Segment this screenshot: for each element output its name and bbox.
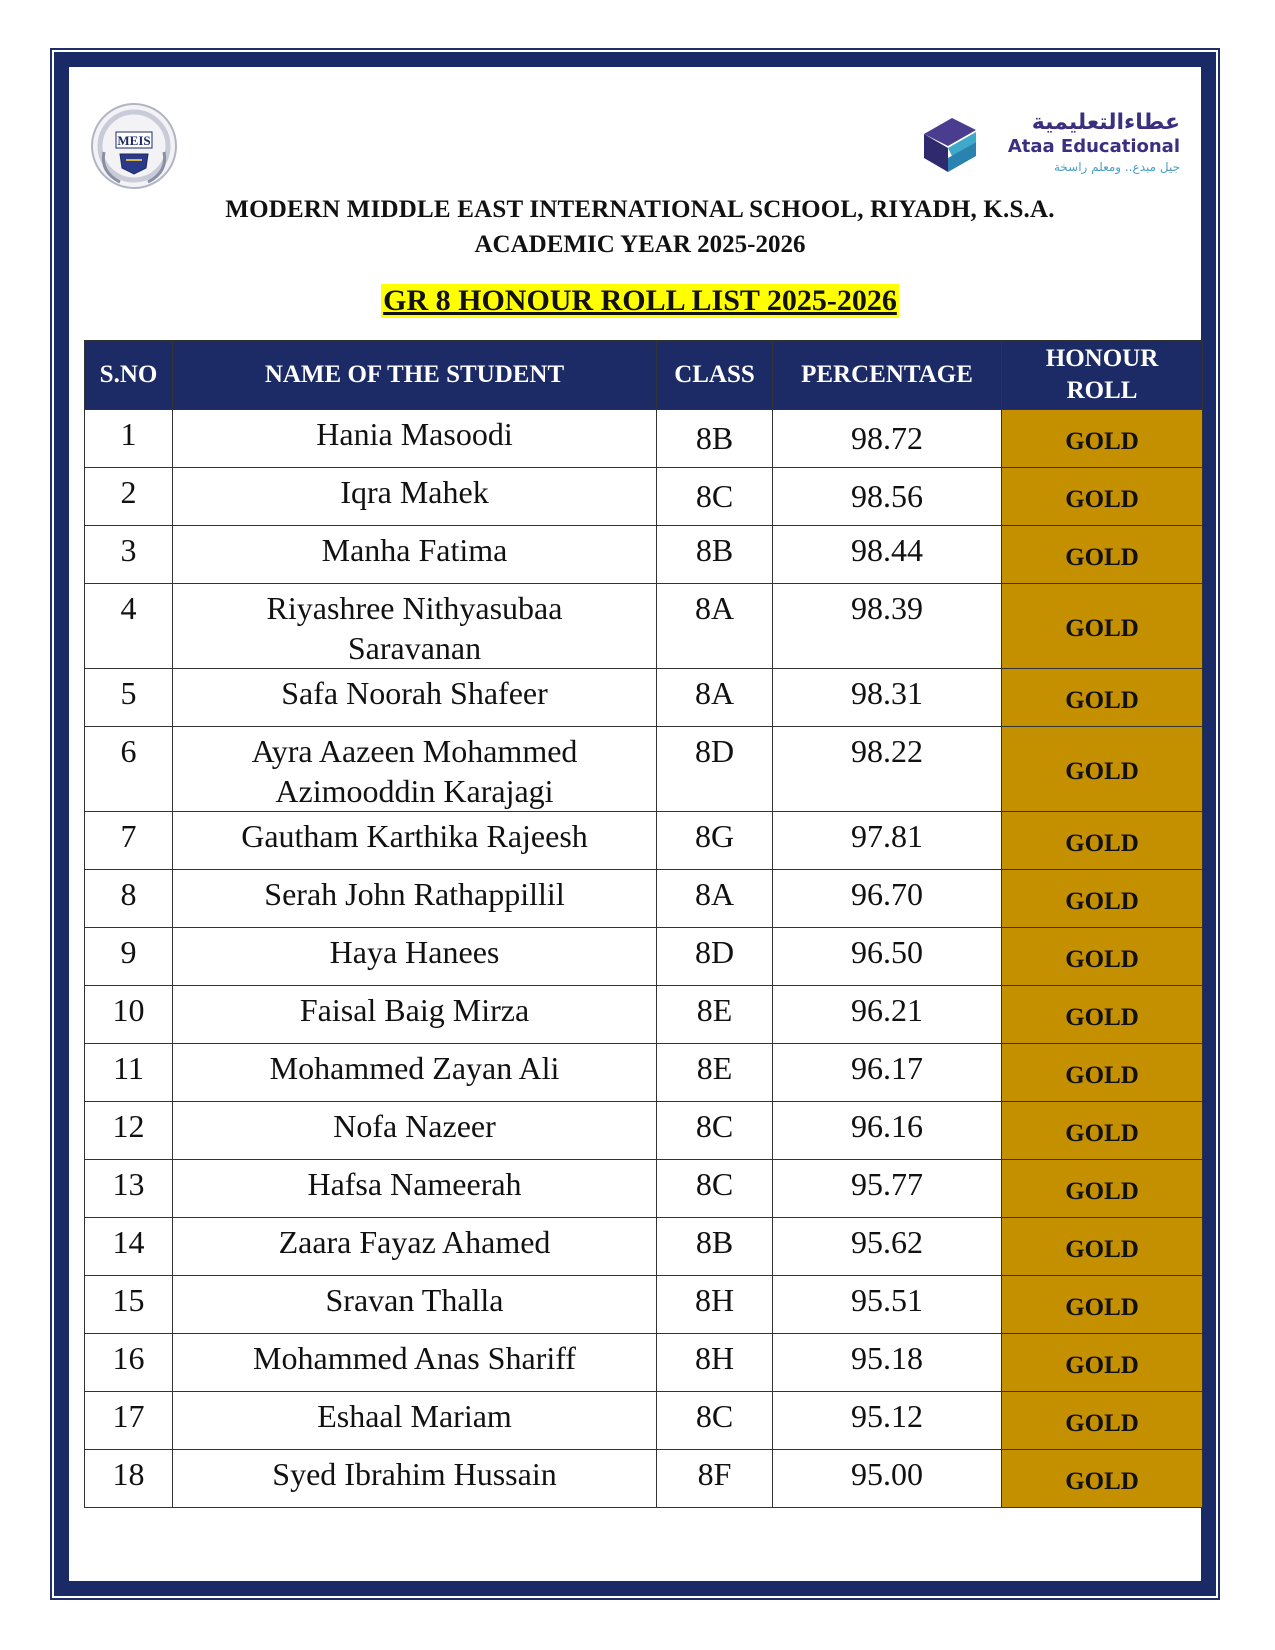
cell-sno: 3	[85, 526, 173, 584]
cell-class: 8C	[657, 1392, 773, 1450]
table-row	[85, 928, 1203, 986]
cell-class: 8B	[657, 1218, 773, 1276]
table-row	[85, 1044, 1203, 1102]
cell-class: 8F	[657, 1450, 773, 1508]
cell-honour-badge: GOLD	[1002, 669, 1203, 727]
cell-honour-badge: GOLD	[1002, 1276, 1203, 1334]
cell-percentage: 95.00	[773, 1450, 1002, 1508]
svg-text:MEIS: MEIS	[117, 133, 151, 148]
table-row	[85, 1392, 1203, 1450]
table-row	[85, 410, 1203, 468]
academic-year: ACADEMIC YEAR 2025-2026	[474, 231, 806, 258]
ataa-arabic-tagline: جيل مبدع.. ومعلم راسخة	[1053, 160, 1180, 174]
cell-honour-badge: GOLD	[1002, 1160, 1203, 1218]
cell-class: 8H	[657, 1334, 773, 1392]
cell-honour-badge: GOLD	[1002, 1334, 1203, 1392]
cell-name: Hania Masoodi	[173, 410, 657, 468]
cell-sno: 7	[85, 812, 173, 870]
cell-percentage: 96.70	[773, 870, 1002, 928]
table-row	[85, 1450, 1203, 1508]
column-header-sno: S.NO	[85, 341, 173, 410]
cell-name: Mohammed Zayan Ali	[173, 1044, 657, 1102]
cell-sno: 2	[85, 468, 173, 526]
cell-percentage: 98.56	[773, 468, 1002, 526]
cell-percentage: 98.72	[773, 410, 1002, 468]
cell-name: Gautham Karthika Rajeesh	[173, 812, 657, 870]
column-header-honour-roll-label: HONOUR ROLL	[1045, 345, 1159, 404]
cell-sno: 18	[85, 1450, 173, 1508]
cell-sno: 8	[85, 870, 173, 928]
cell-class: 8D	[657, 928, 773, 986]
table-row	[85, 870, 1203, 928]
cell-name: Faisal Baig Mirza	[173, 986, 657, 1044]
cell-honour-badge: GOLD	[1002, 584, 1203, 669]
ataa-english-name: Ataa Educational	[1007, 136, 1180, 157]
cell-name: Hafsa Nameerah	[173, 1160, 657, 1218]
table-row	[85, 1334, 1203, 1392]
cell-name: Iqra Mahek	[173, 468, 657, 526]
cell-honour-badge: GOLD	[1002, 986, 1203, 1044]
cell-sno: 4	[85, 584, 173, 669]
cell-class: 8A	[657, 584, 773, 669]
cell-sno: 17	[85, 1392, 173, 1450]
cell-percentage: 95.77	[773, 1160, 1002, 1218]
table-row	[85, 1160, 1203, 1218]
table-body	[85, 410, 1203, 1508]
ataa-educational-logo	[918, 110, 1178, 186]
cell-sno: 15	[85, 1276, 173, 1334]
cell-name: Serah John Rathappillil	[173, 870, 657, 928]
cell-percentage: 95.62	[773, 1218, 1002, 1276]
school-name: MODERN MIDDLE EAST INTERNATIONAL SCHOOL, RIYADH, K.S.A.	[225, 196, 1055, 223]
cell-honour-badge: GOLD	[1002, 468, 1203, 526]
column-header-name: NAME OF THE STUDENT	[173, 341, 657, 410]
cell-percentage: 97.81	[773, 812, 1002, 870]
table-row	[85, 1218, 1203, 1276]
cell-percentage: 95.51	[773, 1276, 1002, 1334]
table-row	[85, 669, 1203, 727]
cell-sno: 14	[85, 1218, 173, 1276]
cell-class: 8E	[657, 986, 773, 1044]
list-title-container	[80, 284, 1200, 318]
cell-honour-badge: GOLD	[1002, 1102, 1203, 1160]
cell-name: Mohammed Anas Shariff	[173, 1334, 657, 1392]
cell-honour-badge: GOLD	[1002, 410, 1203, 468]
cell-class: 8C	[657, 1160, 773, 1218]
cell-honour-badge: GOLD	[1002, 1044, 1203, 1102]
cell-class: 8C	[657, 1102, 773, 1160]
cell-sno: 16	[85, 1334, 173, 1392]
cell-sno: 5	[85, 669, 173, 727]
table-row	[85, 584, 1203, 669]
cell-percentage: 96.50	[773, 928, 1002, 986]
cell-percentage: 95.18	[773, 1334, 1002, 1392]
cell-percentage: 98.39	[773, 584, 1002, 669]
cell-sno: 11	[85, 1044, 173, 1102]
cell-class: 8B	[657, 526, 773, 584]
cell-name: Safa Noorah Shafeer	[173, 669, 657, 727]
cell-name: Eshaal Mariam	[173, 1392, 657, 1450]
cell-honour-badge: GOLD	[1002, 1218, 1203, 1276]
table-row	[85, 1276, 1203, 1334]
cell-name: Syed Ibrahim Hussain	[173, 1450, 657, 1508]
cell-honour-badge: GOLD	[1002, 870, 1203, 928]
cell-name: Nofa Nazeer	[173, 1102, 657, 1160]
column-header-honour-roll	[1002, 341, 1203, 410]
cell-class: 8C	[657, 468, 773, 526]
cell-sno: 1	[85, 410, 173, 468]
cell-class: 8H	[657, 1276, 773, 1334]
mejis-school-crest-icon	[90, 102, 178, 190]
cell-percentage: 96.16	[773, 1102, 1002, 1160]
ataa-arabic-name: عطاءالتعليمية	[1031, 110, 1180, 135]
cell-percentage: 95.12	[773, 1392, 1002, 1450]
cell-name: Zaara Fayaz Ahamed	[173, 1218, 657, 1276]
cell-sno: 13	[85, 1160, 173, 1218]
cell-name: Riyashree Nithyasubaa Saravanan	[173, 584, 657, 669]
cell-percentage: 98.44	[773, 526, 1002, 584]
cell-class: 8E	[657, 1044, 773, 1102]
cell-name: Ayra Aazeen Mohammed Azimooddin Karajagi	[173, 727, 657, 812]
cell-sno: 12	[85, 1102, 173, 1160]
cell-honour-badge: GOLD	[1002, 526, 1203, 584]
table-row	[85, 1102, 1203, 1160]
table-header-row	[85, 341, 1203, 410]
cell-percentage: 96.17	[773, 1044, 1002, 1102]
cell-sno: 6	[85, 727, 173, 812]
cell-honour-badge: GOLD	[1002, 812, 1203, 870]
cell-class: 8A	[657, 669, 773, 727]
cell-honour-badge: GOLD	[1002, 1450, 1203, 1508]
table-row	[85, 986, 1203, 1044]
cell-honour-badge: GOLD	[1002, 1392, 1203, 1450]
cell-class: 8B	[657, 410, 773, 468]
cell-honour-badge: GOLD	[1002, 928, 1203, 986]
list-title: GR 8 HONOUR ROLL LIST 2025-2026	[383, 284, 897, 317]
cell-name: Haya Hanees	[173, 928, 657, 986]
cell-honour-badge: GOLD	[1002, 727, 1203, 812]
cell-class: 8D	[657, 727, 773, 812]
cell-percentage: 98.31	[773, 669, 1002, 727]
table-row	[85, 468, 1203, 526]
cell-class: 8G	[657, 812, 773, 870]
ataa-educational-logo-icon	[918, 112, 982, 178]
table-row	[85, 727, 1203, 812]
cell-name: Manha Fatima	[173, 526, 657, 584]
cell-class: 8A	[657, 870, 773, 928]
cell-percentage: 98.22	[773, 727, 1002, 812]
column-header-percentage: PERCENTAGE	[773, 341, 1002, 410]
column-header-class: CLASS	[657, 341, 773, 410]
cell-sno: 9	[85, 928, 173, 986]
cell-name: Sravan Thalla	[173, 1276, 657, 1334]
cell-percentage: 96.21	[773, 986, 1002, 1044]
table-row	[85, 526, 1203, 584]
table-row	[85, 812, 1203, 870]
honour-roll-table	[84, 340, 1203, 1508]
cell-sno: 10	[85, 986, 173, 1044]
